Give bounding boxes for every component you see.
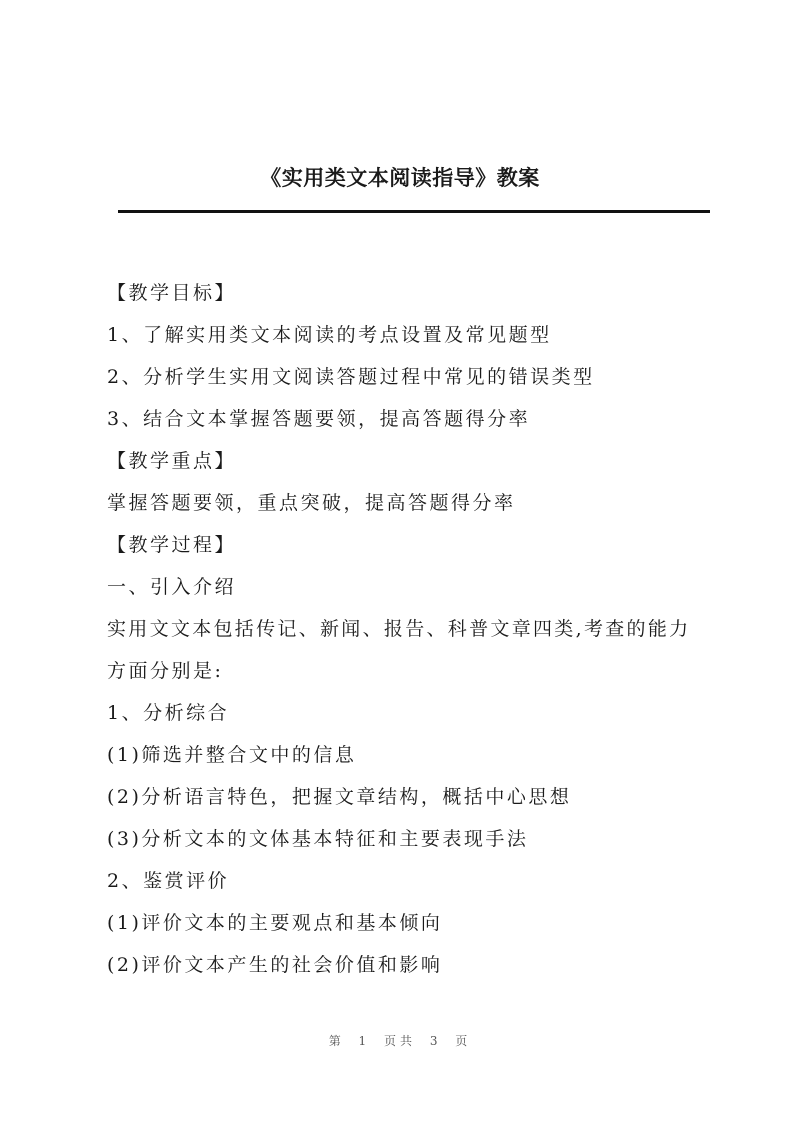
- section-heading-teaching-process: 【教学过程】: [107, 534, 237, 556]
- goal-item-2: 2、分析学生实用文阅读答题过程中常见的错误类型: [107, 366, 595, 388]
- process-step-intro: 一、引入介绍: [107, 576, 237, 598]
- list-item: (1)评价文本的主要观点和基本倾向: [107, 912, 443, 934]
- section-heading-teaching-goals: 【教学目标】: [107, 282, 237, 304]
- focus-text: 掌握答题要领，重点突破，提高答题得分率: [107, 492, 516, 514]
- ability-heading-analysis: 1、分析综合: [107, 702, 230, 724]
- list-item: (2)评价文本产生的社会价值和影响: [107, 954, 443, 976]
- goal-item-1: 1、了解实用类文本阅读的考点设置及常见题型: [107, 324, 552, 346]
- title-divider: [118, 210, 710, 213]
- list-item: (1)筛选并整合文中的信息: [107, 744, 357, 766]
- section-heading-teaching-focus: 【教学重点】: [107, 450, 237, 472]
- ability-heading-appreciation: 2、鉴赏评价: [107, 870, 230, 892]
- document-body: [107, 272, 707, 986]
- list-item: (2)分析语言特色，把握文章结构，概括中心思想: [107, 786, 572, 808]
- list-item: (3)分析文本的文体基本特征和主要表现手法: [107, 828, 529, 850]
- paragraph-line: 实用文文本包括传记、新闻、报告、科普文章四类,考查的能力: [107, 618, 691, 640]
- page-title: 《实用类文本阅读指导》教案: [260, 166, 540, 190]
- paragraph-line: 方面分别是:: [107, 660, 224, 682]
- page-number-footer: 第 1 页共 3 页: [328, 1034, 472, 1048]
- goal-item-3: 3、结合文本掌握答题要领，提高答题得分率: [107, 408, 531, 430]
